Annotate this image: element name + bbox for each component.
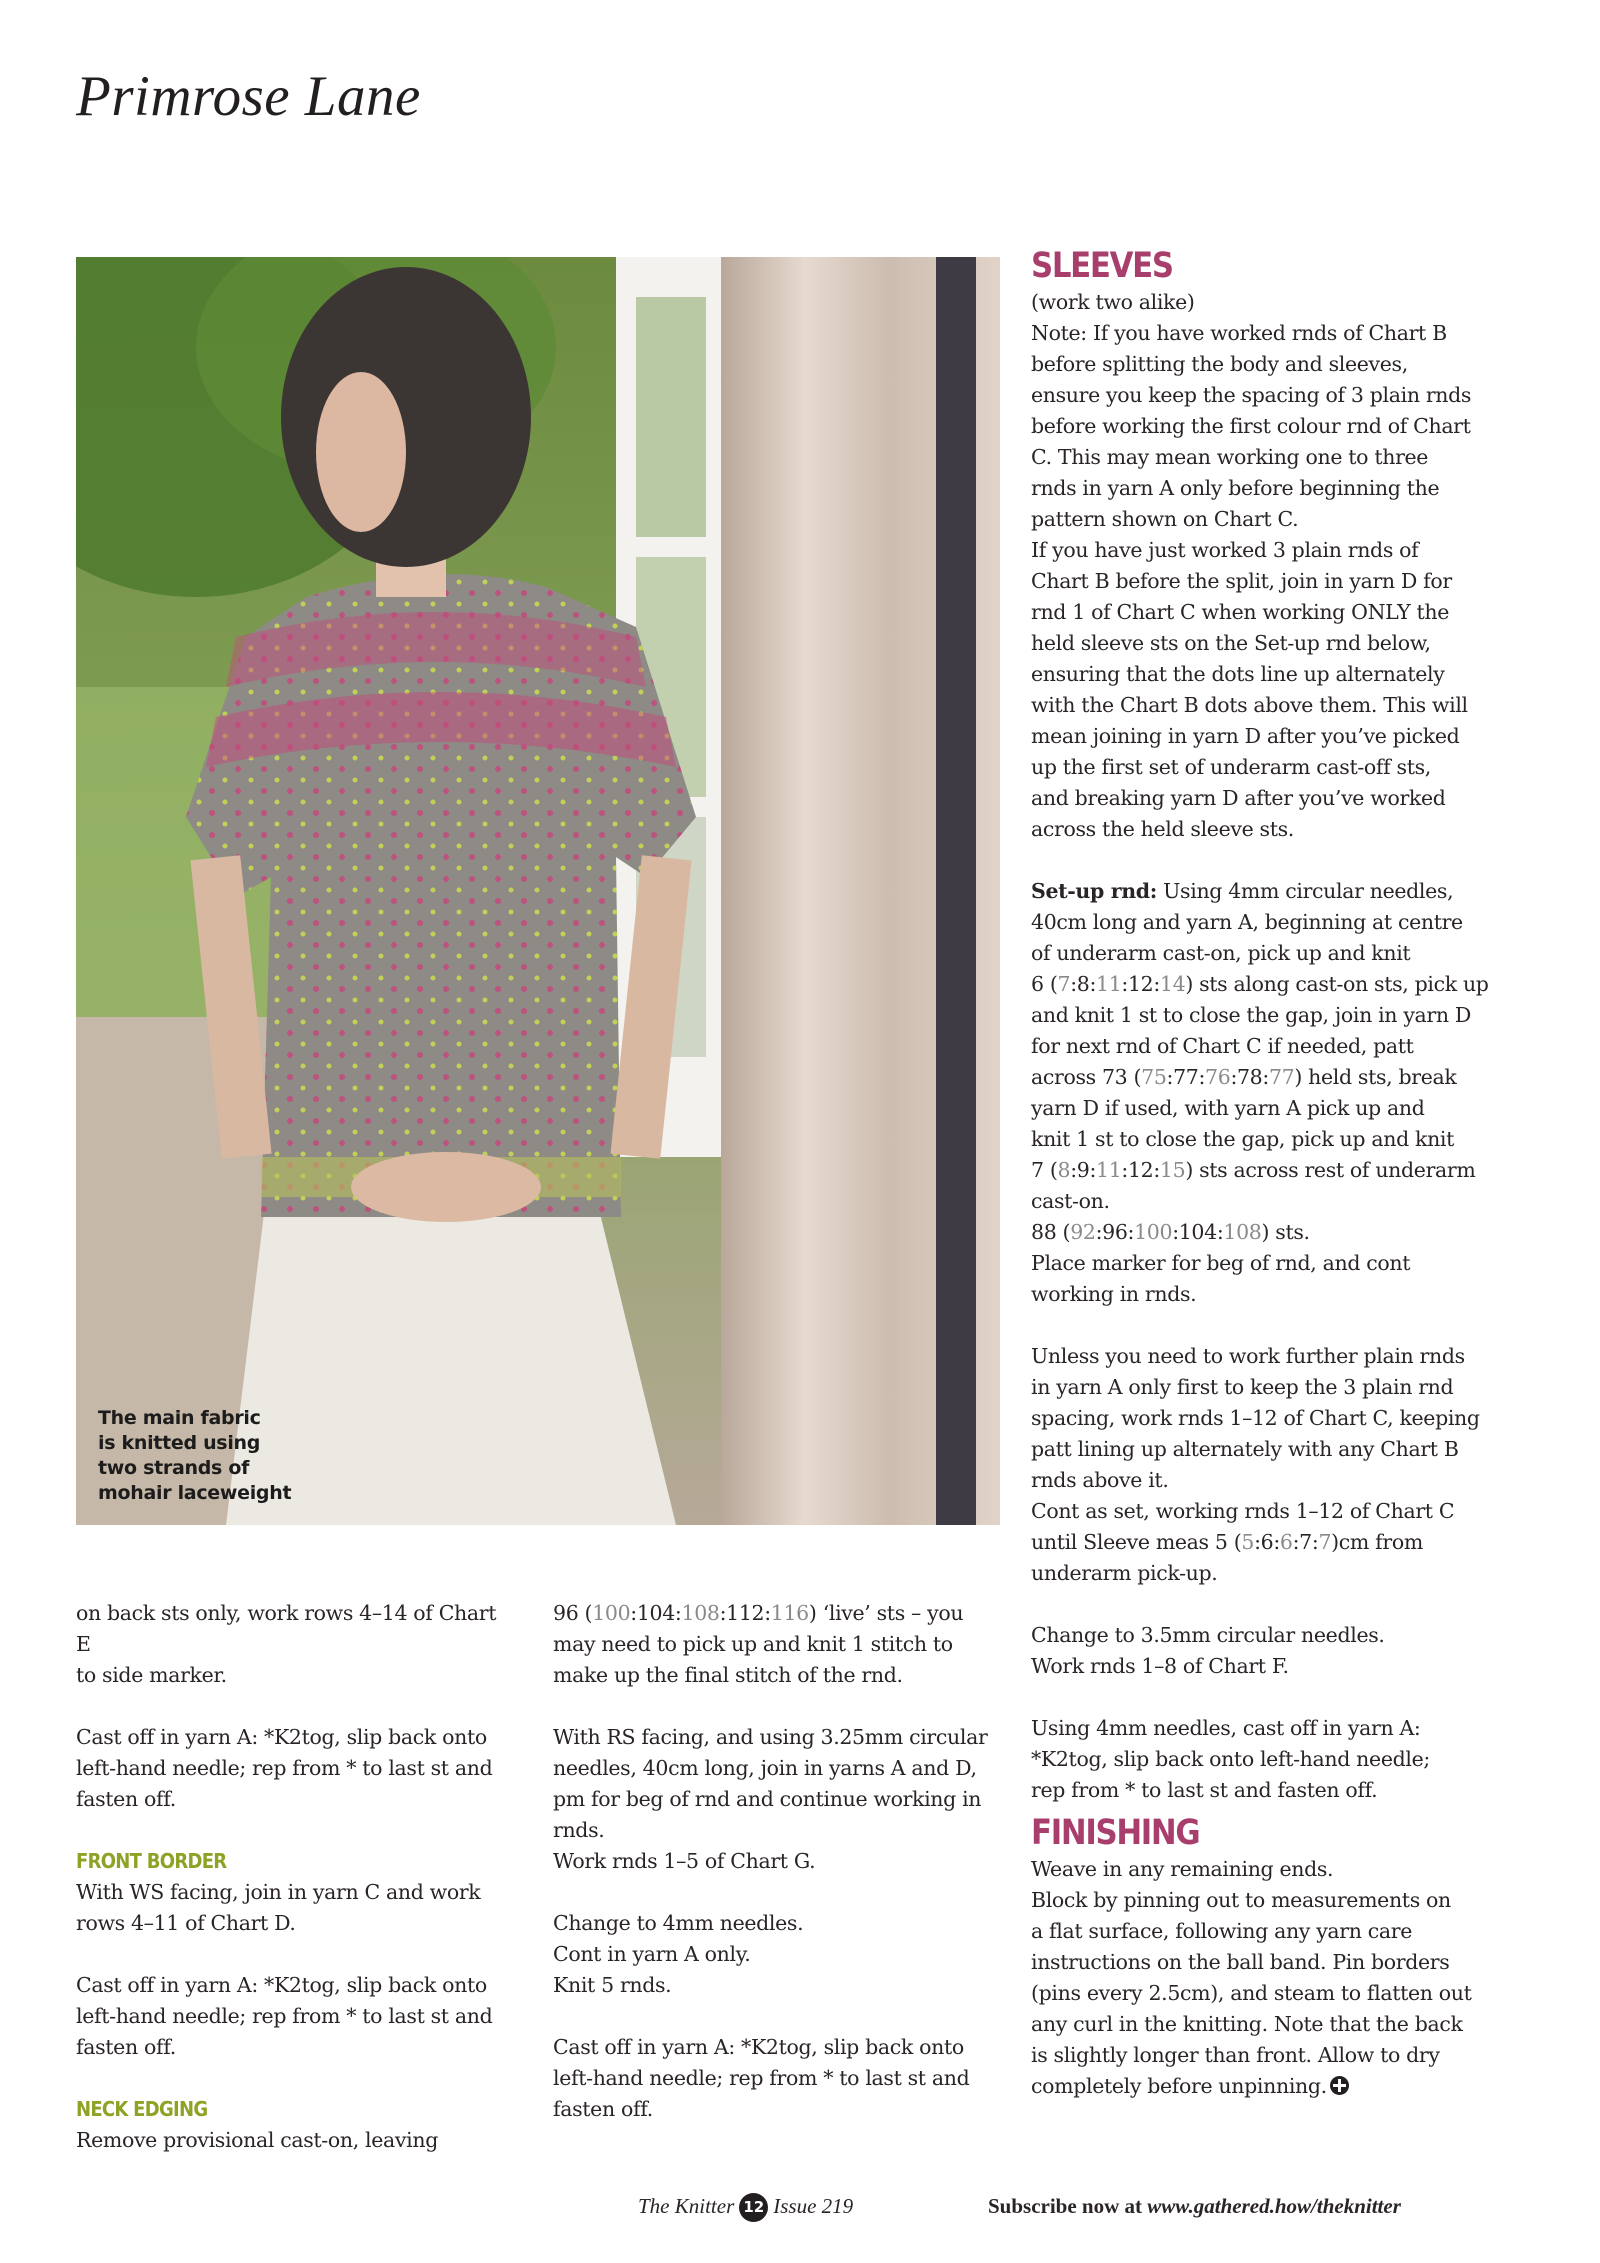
front-border-heading: FRONT BORDER xyxy=(76,1849,227,1873)
left-text-column xyxy=(76,1598,516,2156)
paragraph: Cast off in yarn A: *K2tog, slip back onto left-hand needle; rep from * to last st and fasten off. xyxy=(76,1973,493,2059)
sleeves-heading: SLEEVES xyxy=(1031,246,1173,286)
paragraph: Change to 3.5mm circular needles. Work rnds 1–8 of Chart F. xyxy=(1031,1623,1385,1678)
finishing-heading: FINISHING xyxy=(1031,1813,1200,1853)
photo-illustration xyxy=(76,257,1000,1525)
paragraph: Unless you need to work further plain rnds in yarn A only first to keep the 3 plain rnd spacing, work rnds 1–12 of Chart C, keeping patt lining up alternately with any Chart B rnds above it. Cont as set, working rnds 1–12 of Chart C until Sleeve meas 5 (5:6:6:7:7)cm from underarm pick-up. xyxy=(1031,1344,1480,1585)
footer-subscribe: Subscribe now at www.gathered.how/theknitter xyxy=(988,2194,1401,2218)
paragraph: Remove provisional cast-on, leaving xyxy=(76,2128,438,2152)
neck-edging-heading: NECK EDGING xyxy=(76,2097,208,2121)
paragraph: Weave in any remaining ends. Block by pinning out to measurements on a flat surface, following any yarn care instructions on the ball band. Pin borders (pins every 2.5cm), and steam to flatten out any curl in the knitting. Note that the back is slightly longer than front. Allow to dry completely before unpinning. xyxy=(1031,1857,1472,2098)
page-title: Primrose Lane xyxy=(76,65,421,128)
subscribe-link[interactable]: www.gathered.how/theknitter xyxy=(1147,2194,1401,2218)
paragraph: Using 4mm needles, cast off in yarn A: *K2tog, slip back onto left-hand needle; rep from * to last st and fasten off. xyxy=(1031,1716,1430,1802)
paragraph: 96 (100:104:108:112:116) ‘live’ sts – you may need to pick up and knit 1 stitch to make up the final stitch of the rnd. xyxy=(553,1601,964,1687)
sweater-photo xyxy=(76,257,1000,1525)
setup-round-paragraph: Set-up rnd: Using 4mm circular needles, 40cm long and yarn A, beginning at centre of underarm cast-on, pick up and knit 6 (7:8:11:12:14) sts along cast-on sts, pick up and knit 1 st to close the gap, join in yarn D for next rnd of Chart C if needed, patt across 73 (75:77:76:78:77) held sts, break yarn D if used, with yarn A pick up and knit 1 st to close the gap, pick up and knit 7 (8:9:11:12:15) sts across rest of underarm cast-on. 88 (92:96:100:104:108) sts. Place marker for beg of rnd, and cont working in rnds. xyxy=(1031,879,1489,1306)
paragraph: Change to 4mm needles. Cont in yarn A only. Knit 5 rnds. xyxy=(553,1911,804,1997)
paragraph: on back sts only, work rows 4–14 of Chart E to side marker. xyxy=(76,1601,497,1687)
right-text-column xyxy=(1031,245,1511,2102)
photo-caption: The main fabric is knitted using two strands of mohair laceweight xyxy=(98,1407,292,1504)
paragraph: Cast off in yarn A: *K2tog, slip back onto left-hand needle; rep from * to last st and fasten off. xyxy=(76,1725,493,1811)
paragraph: With WS facing, join in yarn C and work rows 4–11 of Chart D. xyxy=(76,1880,481,1935)
footer-magazine: The Knitter 12 Issue 219 xyxy=(638,2188,853,2224)
paragraph: (work two alike) Note: If you have worked rnds of Chart B before splitting the body and sleeves, ensure you keep the spacing of 3 plain rnds before working the first colour rnd of Chart C. This may mean working one to three rnds in yarn A only before beginning the pattern shown on Chart C. If you have just worked 3 plain rnds of Chart B before the split, join in yarn D for rnd 1 of Chart C when working ONLY the held sleeve sts on the Set-up rnd below, ensuring that the dots line up alternately with the Chart B dots above them. This will mean joining in yarn D after you’ve picked up the first set of underarm cast-off sts, and breaking yarn D after you’ve worked across the held sleeve sts. xyxy=(1031,290,1472,841)
middle-text-column xyxy=(553,1598,998,2125)
paragraph: With RS facing, and using 3.25mm circular needles, 40cm long, join in yarns A and D, pm for beg of rnd and continue working in rnds. Work rnds 1–5 of Chart G. xyxy=(553,1725,988,1873)
page-number-badge: 12 xyxy=(739,2193,768,2222)
plus-circle-icon xyxy=(1330,2076,1349,2095)
paragraph: Cast off in yarn A: *K2tog, slip back onto left-hand needle; rep from * to last st and fasten off. xyxy=(553,2035,970,2121)
